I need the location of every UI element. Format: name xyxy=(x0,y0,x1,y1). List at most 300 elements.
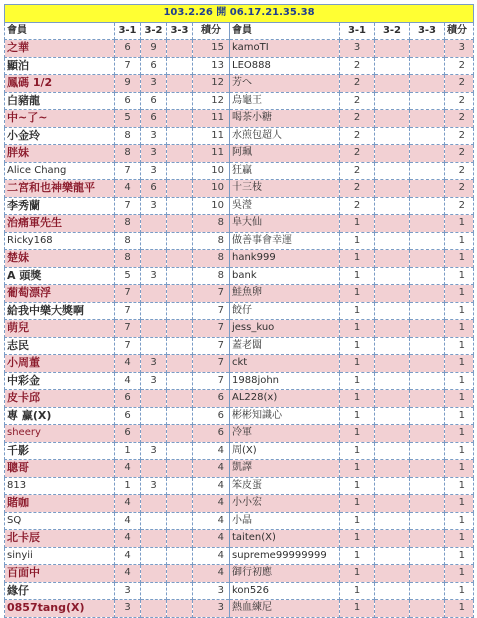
member-name-right: ckt xyxy=(230,355,340,373)
member-name-left: 賭咖 xyxy=(5,495,115,513)
score-3-3-left xyxy=(167,512,193,530)
member-name-left: 小金玲 xyxy=(5,127,115,145)
score-3-2-right xyxy=(375,512,410,530)
member-name-left: 萌兒 xyxy=(5,320,115,338)
score-3-3-right xyxy=(410,512,445,530)
header-3-3-left: 3-3 xyxy=(167,22,193,40)
score-3-2-left xyxy=(141,320,167,338)
score-3-2-right xyxy=(375,57,410,75)
score-3-1-right: 1 xyxy=(340,425,375,443)
score-3-3-left xyxy=(167,390,193,408)
score-3-1-right: 2 xyxy=(340,75,375,93)
score-3-2-right xyxy=(375,302,410,320)
member-name-left: 志民 xyxy=(5,337,115,355)
score-3-2-right xyxy=(375,390,410,408)
points-left: 4 xyxy=(193,460,230,478)
score-3-2-left: 3 xyxy=(141,75,167,93)
score-3-2-left xyxy=(141,582,167,600)
score-3-2-right xyxy=(375,407,410,425)
points-left: 4 xyxy=(193,477,230,495)
points-left: 12 xyxy=(193,75,230,93)
points-right: 1 xyxy=(445,547,474,565)
member-name-left: 治痛軍先生 xyxy=(5,215,115,233)
points-left: 3 xyxy=(193,600,230,618)
score-3-3-right xyxy=(410,127,445,145)
score-3-1-left: 4 xyxy=(115,547,141,565)
score-3-3-right xyxy=(410,477,445,495)
points-right: 2 xyxy=(445,110,474,128)
header-3-1-left: 3-1 xyxy=(115,22,141,40)
points-right: 2 xyxy=(445,180,474,198)
score-3-3-left xyxy=(167,547,193,565)
header-member-left: 會員 xyxy=(5,22,115,40)
points-left: 12 xyxy=(193,92,230,110)
table-row xyxy=(5,180,474,198)
table-row xyxy=(5,372,474,390)
score-3-1-left: 4 xyxy=(115,565,141,583)
points-right: 2 xyxy=(445,197,474,215)
score-3-1-left: 6 xyxy=(115,92,141,110)
table-row xyxy=(5,320,474,338)
member-name-right: 阜大仙 xyxy=(230,215,340,233)
score-3-2-right xyxy=(375,355,410,373)
score-3-2-left: 6 xyxy=(141,180,167,198)
score-3-1-left: 8 xyxy=(115,250,141,268)
points-right: 1 xyxy=(445,285,474,303)
header-3-2-right: 3-2 xyxy=(375,22,410,40)
score-3-1-right: 1 xyxy=(340,565,375,583)
member-name-right: 喝茶小糖 xyxy=(230,110,340,128)
member-name-right: AL228(x) xyxy=(230,390,340,408)
score-3-3-right xyxy=(410,495,445,513)
table-row xyxy=(5,565,474,583)
member-name-left: 顯泊 xyxy=(5,57,115,75)
score-3-2-right xyxy=(375,285,410,303)
table-row xyxy=(5,110,474,128)
score-3-2-right xyxy=(375,530,410,548)
score-3-2-right xyxy=(375,75,410,93)
member-name-left: 皮卡邱 xyxy=(5,390,115,408)
score-3-2-right xyxy=(375,425,410,443)
score-3-2-left: 6 xyxy=(141,92,167,110)
score-3-3-left xyxy=(167,127,193,145)
member-name-left: 千影 xyxy=(5,442,115,460)
member-name-left: 鳳碼 1/2 xyxy=(5,75,115,93)
member-name-left: 葡萄漂浮 xyxy=(5,285,115,303)
score-3-2-right xyxy=(375,565,410,583)
score-3-1-right: 2 xyxy=(340,57,375,75)
score-3-2-right xyxy=(375,232,410,250)
score-3-3-right xyxy=(410,600,445,618)
member-name-right: 水煎包超人 xyxy=(230,127,340,145)
member-name-right: 凱譯 xyxy=(230,460,340,478)
points-left: 15 xyxy=(193,40,230,58)
points-left: 10 xyxy=(193,162,230,180)
table-row xyxy=(5,547,474,565)
score-3-2-right xyxy=(375,442,410,460)
points-left: 11 xyxy=(193,110,230,128)
member-name-right: 十三枝 xyxy=(230,180,340,198)
score-3-2-right xyxy=(375,40,410,58)
member-name-right: bank xyxy=(230,267,340,285)
score-3-1-left: 4 xyxy=(115,530,141,548)
score-3-1-right: 1 xyxy=(340,600,375,618)
points-right: 1 xyxy=(445,460,474,478)
score-3-1-right: 1 xyxy=(340,495,375,513)
score-3-3-left xyxy=(167,250,193,268)
score-3-1-right: 2 xyxy=(340,92,375,110)
score-3-1-left: 7 xyxy=(115,57,141,75)
score-3-1-left: 8 xyxy=(115,127,141,145)
score-3-2-left xyxy=(141,495,167,513)
points-right: 1 xyxy=(445,390,474,408)
points-right: 1 xyxy=(445,600,474,618)
member-name-left: 李秀蘭 xyxy=(5,197,115,215)
score-3-1-right: 1 xyxy=(340,407,375,425)
table-row xyxy=(5,57,474,75)
score-3-2-left: 6 xyxy=(141,110,167,128)
score-3-3-right xyxy=(410,530,445,548)
points-left: 6 xyxy=(193,425,230,443)
score-3-1-right: 1 xyxy=(340,215,375,233)
member-name-left: Alice Chang xyxy=(5,162,115,180)
table-row xyxy=(5,390,474,408)
ranking-sheet xyxy=(4,4,473,618)
points-right: 1 xyxy=(445,337,474,355)
points-left: 11 xyxy=(193,127,230,145)
member-name-left: 北卡辰 xyxy=(5,530,115,548)
points-right: 1 xyxy=(445,495,474,513)
score-3-3-right xyxy=(410,460,445,478)
score-3-2-left: 3 xyxy=(141,145,167,163)
member-name-right: 狂贏 xyxy=(230,162,340,180)
score-3-3-right xyxy=(410,425,445,443)
score-3-1-left: 7 xyxy=(115,162,141,180)
score-3-2-left xyxy=(141,232,167,250)
member-name-left: A 頭獎 xyxy=(5,267,115,285)
score-3-3-right xyxy=(410,285,445,303)
points-left: 7 xyxy=(193,337,230,355)
score-3-1-right: 2 xyxy=(340,110,375,128)
points-right: 1 xyxy=(445,565,474,583)
score-3-2-right xyxy=(375,110,410,128)
points-left: 7 xyxy=(193,285,230,303)
points-right: 1 xyxy=(445,372,474,390)
member-name-left: SQ xyxy=(5,512,115,530)
score-3-3-left xyxy=(167,320,193,338)
score-3-1-right: 1 xyxy=(340,232,375,250)
score-3-3-left xyxy=(167,162,193,180)
member-name-right: kon526 xyxy=(230,582,340,600)
score-3-2-left xyxy=(141,390,167,408)
score-3-3-right xyxy=(410,232,445,250)
points-left: 4 xyxy=(193,530,230,548)
score-3-3-right xyxy=(410,215,445,233)
score-3-1-right: 1 xyxy=(340,547,375,565)
score-3-3-left xyxy=(167,372,193,390)
points-right: 1 xyxy=(445,442,474,460)
member-name-right: 吳瀅 xyxy=(230,197,340,215)
member-name-right: 餃仔 xyxy=(230,302,340,320)
score-3-3-right xyxy=(410,320,445,338)
score-3-1-left: 4 xyxy=(115,512,141,530)
points-right: 1 xyxy=(445,530,474,548)
member-name-right: 熱血練尼 xyxy=(230,600,340,618)
score-3-1-right: 2 xyxy=(340,197,375,215)
points-right: 1 xyxy=(445,250,474,268)
points-left: 7 xyxy=(193,302,230,320)
member-name-right: 烏龜王 xyxy=(230,92,340,110)
points-right: 2 xyxy=(445,75,474,93)
score-3-2-right xyxy=(375,372,410,390)
points-left: 4 xyxy=(193,547,230,565)
score-3-1-left: 8 xyxy=(115,145,141,163)
header-points-left: 積分 xyxy=(193,22,230,40)
points-right: 2 xyxy=(445,127,474,145)
score-3-1-right: 1 xyxy=(340,390,375,408)
score-3-3-right xyxy=(410,337,445,355)
points-right: 1 xyxy=(445,477,474,495)
score-3-3-right xyxy=(410,180,445,198)
member-name-right: LEO888 xyxy=(230,57,340,75)
table-row xyxy=(5,582,474,600)
points-left: 4 xyxy=(193,565,230,583)
table-row xyxy=(5,92,474,110)
score-3-1-right: 1 xyxy=(340,477,375,495)
points-right: 1 xyxy=(445,302,474,320)
header-3-1-right: 3-1 xyxy=(340,22,375,40)
score-3-1-right: 1 xyxy=(340,302,375,320)
score-3-3-right xyxy=(410,407,445,425)
score-3-3-left xyxy=(167,302,193,320)
score-3-2-left: 9 xyxy=(141,40,167,58)
score-3-1-right: 1 xyxy=(340,442,375,460)
score-3-2-left: 3 xyxy=(141,477,167,495)
score-3-1-left: 4 xyxy=(115,372,141,390)
score-3-1-right: 1 xyxy=(340,285,375,303)
score-3-3-left xyxy=(167,180,193,198)
table-row xyxy=(5,75,474,93)
score-3-3-left xyxy=(167,337,193,355)
score-3-2-right xyxy=(375,250,410,268)
table-row xyxy=(5,407,474,425)
points-right: 1 xyxy=(445,355,474,373)
score-3-1-right: 1 xyxy=(340,530,375,548)
points-right: 1 xyxy=(445,267,474,285)
score-3-3-right xyxy=(410,57,445,75)
member-name-right: 做善事會幸運 xyxy=(230,232,340,250)
member-name-left: 胖妹 xyxy=(5,145,115,163)
table-row xyxy=(5,232,474,250)
score-3-2-left: 3 xyxy=(141,267,167,285)
score-3-3-left xyxy=(167,477,193,495)
score-3-2-right xyxy=(375,197,410,215)
score-3-1-right: 2 xyxy=(340,145,375,163)
score-3-3-right xyxy=(410,145,445,163)
points-left: 6 xyxy=(193,390,230,408)
score-3-1-right: 1 xyxy=(340,250,375,268)
member-name-right: 蓋老闆 xyxy=(230,337,340,355)
member-name-right: supreme99999999 xyxy=(230,547,340,565)
score-3-3-left xyxy=(167,442,193,460)
member-name-left: 813 xyxy=(5,477,115,495)
points-right: 1 xyxy=(445,232,474,250)
member-name-left: 楚妹 xyxy=(5,250,115,268)
table-row xyxy=(5,477,474,495)
member-name-left: sinyii xyxy=(5,547,115,565)
score-3-1-left: 5 xyxy=(115,110,141,128)
score-3-1-left: 3 xyxy=(115,582,141,600)
score-3-2-right xyxy=(375,267,410,285)
score-3-1-left: 1 xyxy=(115,477,141,495)
member-name-right: kamoTI xyxy=(230,40,340,58)
member-name-right: 阿珮 xyxy=(230,145,340,163)
score-3-2-left xyxy=(141,285,167,303)
score-3-2-left xyxy=(141,425,167,443)
score-3-1-right: 1 xyxy=(340,582,375,600)
header-3-3-right: 3-3 xyxy=(410,22,445,40)
member-name-right: 周(X) xyxy=(230,442,340,460)
score-3-1-right: 2 xyxy=(340,162,375,180)
score-3-2-left xyxy=(141,337,167,355)
points-right: 1 xyxy=(445,425,474,443)
score-3-1-left: 7 xyxy=(115,337,141,355)
score-3-2-left xyxy=(141,512,167,530)
score-3-3-left xyxy=(167,495,193,513)
member-name-right: 彬彬知識心 xyxy=(230,407,340,425)
score-3-2-left xyxy=(141,600,167,618)
member-name-right: 小小宏 xyxy=(230,495,340,513)
table-row xyxy=(5,600,474,618)
score-3-1-left: 6 xyxy=(115,425,141,443)
table-row xyxy=(5,425,474,443)
score-3-2-left: 3 xyxy=(141,162,167,180)
points-right: 2 xyxy=(445,92,474,110)
score-3-3-right xyxy=(410,547,445,565)
score-3-1-left: 7 xyxy=(115,302,141,320)
member-name-left: 0857tang(X) xyxy=(5,600,115,618)
score-3-2-left xyxy=(141,302,167,320)
points-left: 8 xyxy=(193,215,230,233)
points-left: 7 xyxy=(193,320,230,338)
member-name-left: 之華 xyxy=(5,40,115,58)
table-row xyxy=(5,40,474,58)
score-3-1-left: 4 xyxy=(115,460,141,478)
header-row xyxy=(5,22,474,40)
score-3-1-left: 5 xyxy=(115,267,141,285)
score-3-3-left xyxy=(167,145,193,163)
table-row xyxy=(5,145,474,163)
member-name-right: jess_kuo xyxy=(230,320,340,338)
points-left: 11 xyxy=(193,145,230,163)
score-3-2-right xyxy=(375,127,410,145)
table-row xyxy=(5,495,474,513)
score-3-3-left xyxy=(167,110,193,128)
score-3-3-left xyxy=(167,197,193,215)
score-3-2-right xyxy=(375,162,410,180)
member-name-left: 緣仔 xyxy=(5,582,115,600)
points-right: 1 xyxy=(445,320,474,338)
score-3-2-right xyxy=(375,145,410,163)
score-3-1-right: 1 xyxy=(340,355,375,373)
points-right: 3 xyxy=(445,40,474,58)
member-name-left: Ricky168 xyxy=(5,232,115,250)
score-3-3-left xyxy=(167,460,193,478)
score-3-3-left xyxy=(167,215,193,233)
points-left: 8 xyxy=(193,267,230,285)
points-left: 10 xyxy=(193,180,230,198)
score-3-2-right xyxy=(375,600,410,618)
score-3-1-left: 4 xyxy=(115,355,141,373)
points-left: 8 xyxy=(193,250,230,268)
member-name-left: 給我中樂大獎啊 xyxy=(5,302,115,320)
header-member-right: 會員 xyxy=(230,22,340,40)
member-name-right: 鮭魚卵 xyxy=(230,285,340,303)
table-row xyxy=(5,302,474,320)
table-row xyxy=(5,355,474,373)
score-3-3-left xyxy=(167,75,193,93)
score-3-2-right xyxy=(375,582,410,600)
points-left: 7 xyxy=(193,372,230,390)
points-left: 10 xyxy=(193,197,230,215)
score-3-1-left: 8 xyxy=(115,232,141,250)
score-3-3-left xyxy=(167,565,193,583)
score-3-2-left xyxy=(141,407,167,425)
member-name-left: 中~了~ xyxy=(5,110,115,128)
score-3-3-right xyxy=(410,40,445,58)
score-3-2-left xyxy=(141,250,167,268)
score-3-1-left: 7 xyxy=(115,197,141,215)
points-left: 8 xyxy=(193,232,230,250)
score-3-3-left xyxy=(167,285,193,303)
score-3-2-right xyxy=(375,337,410,355)
member-name-left: 小周董 xyxy=(5,355,115,373)
score-3-3-left xyxy=(167,407,193,425)
member-name-right: hank999 xyxy=(230,250,340,268)
score-3-3-left xyxy=(167,57,193,75)
member-name-left: 中彩金 xyxy=(5,372,115,390)
score-3-1-right: 1 xyxy=(340,372,375,390)
table-row xyxy=(5,530,474,548)
score-3-3-right xyxy=(410,250,445,268)
points-right: 2 xyxy=(445,162,474,180)
score-3-1-right: 2 xyxy=(340,127,375,145)
score-3-1-left: 7 xyxy=(115,285,141,303)
score-3-3-right xyxy=(410,197,445,215)
score-3-2-right xyxy=(375,180,410,198)
score-3-1-right: 1 xyxy=(340,512,375,530)
score-3-3-left xyxy=(167,355,193,373)
score-3-1-right: 1 xyxy=(340,320,375,338)
score-3-2-left: 6 xyxy=(141,57,167,75)
points-left: 7 xyxy=(193,355,230,373)
member-name-left: sheery xyxy=(5,425,115,443)
score-3-2-left: 3 xyxy=(141,127,167,145)
points-right: 2 xyxy=(445,57,474,75)
score-3-3-right xyxy=(410,110,445,128)
score-3-1-left: 9 xyxy=(115,75,141,93)
score-3-3-left xyxy=(167,267,193,285)
table-row xyxy=(5,267,474,285)
points-right: 2 xyxy=(445,145,474,163)
score-3-3-left xyxy=(167,530,193,548)
table-row xyxy=(5,162,474,180)
score-3-2-right xyxy=(375,320,410,338)
header-3-2-left: 3-2 xyxy=(141,22,167,40)
member-name-right: 小晶 xyxy=(230,512,340,530)
title-row xyxy=(5,5,474,23)
table-row xyxy=(5,250,474,268)
